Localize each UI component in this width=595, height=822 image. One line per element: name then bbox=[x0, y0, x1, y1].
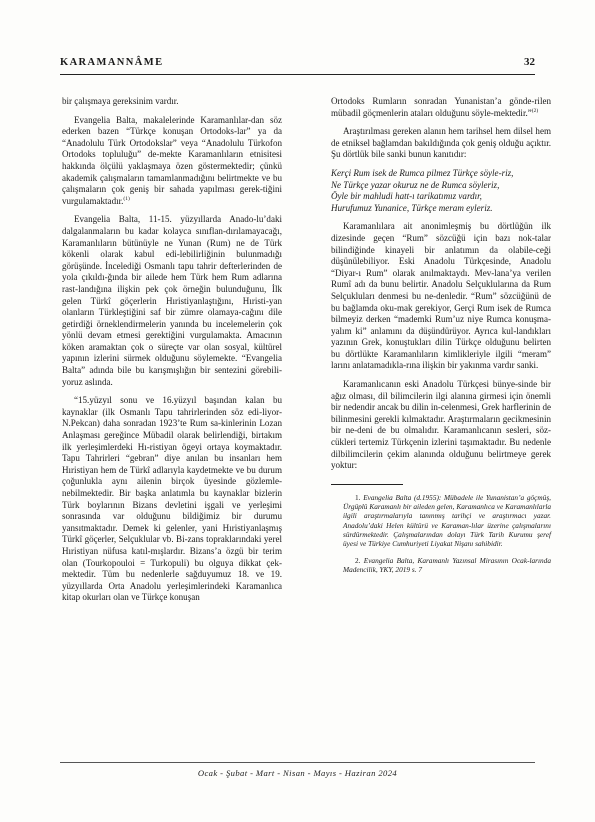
footnote-text: Evangelia Balta, Karamanlı Yazınsal Mirasının Ocak-larında Madencilik, YKY, 2019 s. 7 bbox=[343, 555, 551, 574]
paragraph: “15.yüzyıl sonu ve 16.yüzyıl başından kalan bu kaynaklar (ilk Osmanlı Tapu tahrirlerinden söz edi-liyor-N.Pekcan) daha sonradan 1923’te Rum sa-kinlerinin Lozan Anlaşması gereğince Mübadil olarak belirlendiği, birtakım ilk yerleşimlerdeki Hı-ristiyan ögeyi ortaya koymaktadır. Tapu Tahrirleri “gebran” diye anılan bu insanları hem Hıristiyan hem de Türkî adlarıyla kaydetmekte ve bu durum çoğunlukla aynı ailenin birçok üyesinde gözlemle-nebilmektedir. Bir başka anlatımla bu kaynaklar bizlerin Türk boylarının Bizans devletini işgali ve yerleşimi sonrasında var olduğunu bildiğimiz bir durumu yansıtmaktadır. Demek ki gelenler, yani Hıristiyanlaşmış Türkî göçerler, Selçuklular vb. Bi-zans topraklarındaki yerel Hıristiyan nüfusa katıl-mışlardır. Bizans’a özgü bir terim olan (Tourkopouloi = Turkopuli) bu olguya dikkat çek-mektedir. Tüm bu nedenlerle sağduyumuz 18. ve 19. yüzyıllarda Orta Anadolu yerleşimlerindeki Karamanlıca kitap okurları olan ve Türkçe konuşan bbox=[62, 395, 282, 603]
paragraph: Araştırılması gereken alanın hem tarihsel hem dilsel hem de etniksel bağlamdan bakıldığında çok geniş olduğu açıktır. Şu dörtlük bile sanki bunun kanıtıdır: bbox=[331, 126, 551, 160]
header-rule bbox=[60, 74, 535, 75]
poem-line: Ne Türkçe yazar okuruz ne de Rumca söyleriz, bbox=[331, 179, 500, 190]
quatrain bbox=[331, 168, 551, 214]
issue-footer: Ocak - Şubat - Mart - Nisan - Mayıs - Haziran 2024 bbox=[197, 768, 398, 778]
paragraph: Evangelia Balta, 11-15. yüzyıllarda Anado-lu’daki dalgalanmaların bu kadar kolayca sınıflan-dırılamayacağı, Karamanlıların bütünüyle ne Yunan (Rum) ne de Türk kökenli olarak kabul edi-lebilirliğinin bulunmadığı görüşünde. İncelediği Osmanlı tapu tahrir defterlerinden de yola çıkıldı-ğında bir ailede hem Türk hem Rum adlarına rast-landığına ilişkin pek çok örneğin bulunduğunu, İlk gelen Türkî göçerlerin Hıristiyanlaştığını, Hıristi-yan olanların Türkleştiğini saf bir zümre olamaya-cağını dile getirdiği örneklendirmelerin yanında bu incelemelerin çok yönlü devam etmesi gerektiğini vurgulamakta. Amacının köken aramaktan çok o süreçte var olan sosyal, kültürel yapının izlerini sürmek olduğunu söylemekte. “Evangelia Balta” adında bile bu karışmışlığın bir sentezini görebili-yoruz aslında. bbox=[62, 214, 282, 387]
poem-line: Öyle bir mahludi hatt-ı tarikatımız vardır, bbox=[331, 191, 482, 202]
paragraph: bir çalışmaya gereksinim vardır. bbox=[62, 96, 179, 106]
paragraph-text: Evangelia Balta, makalelerinde Karamanlılar-dan söz ederken bazen “Türkçe konuşan Ortodoks-lar” ya da “Anadolulu Türk Ortodokslar” veya “Anadolulu Türkofon Ortodoks topluluğu” de-mekte Karamanlıların etnisitesi hakkında ölçülü yaklaşmaya özen göstermektedir; çünkü akademik çalışmaların tamamlanmadığını belirtmekte ve bu çalışmaların çok geniş bir sahada yapılması gerek-tiğini vurgulamaktadır. bbox=[62, 114, 282, 206]
poem-line: Kerçi Rum isek de Rumca pilmez Türkçe söyle-riz, bbox=[331, 167, 514, 178]
footnote-ref-1[interactable]: (1) bbox=[123, 195, 130, 202]
paragraph: Karamanlılara ait anonimleşmiş bu dörtlüğün ilk dizesinde geçen “Rum” sözcüğü için bazı nok-talar bilindiğinde kinayeli bir anlatımın da olabile-ceği düşünülebiliyor. Eski Anadolu Türkçesinde, Anadolu “Diyar-ı Rum” olarak anılmaktaydı. Mev-lana’ya verilen Rumî adı da bunu belirtir. Anadolu Selçuklularına da Rum Selçukluları denmesi bu ne-denledir. “Rum” sözcüğünü de bu bağlamda oku-mak gerekiyor, Gerçi Rum isek de Rumca bilmeyiz derken “mademki Rum’uz niye Rumca konuşma-yalım ki” anlamını da düşündürüyor. Ayrıca kul-landıkları yazının Grek, konuştukları dilin Türkçe olduğunu belirten bu dörtlükte Karamanlıların kimlikleriyle ilgili “meram” larını anlatamadıkla-rına ilişkin bir yakınma vardır sanki. bbox=[331, 221, 551, 371]
footnote-1 bbox=[331, 493, 551, 549]
paragraph: Karamanlıcanın eski Anadolu Türkçesi bünye-sinde bir ağız olması, dil bilimcilerin ilgi alanına girmesi için önemli bir nedendir ancak bu dilin in-celenmesi, Grek harflerinin de bilinmesini gerekli kılmaktadır. Araştırmaların gecikmesinin bir ne-deni de bu olmalıdır. Karamanlıcanın sesleri, söz-cükleri tertemiz Türkçenin izlerini taşımaktadır. Bu nedenle dilbilimcilerin çekim alanında olduğunu belirtmeye gerek yoktur: bbox=[331, 379, 551, 471]
footnote-rule bbox=[331, 484, 403, 485]
footnote-2 bbox=[331, 556, 551, 575]
footnote-ref-2[interactable]: (2) bbox=[531, 107, 539, 114]
footnote-number: 2. bbox=[355, 555, 361, 565]
paragraph bbox=[331, 96, 551, 119]
paragraph bbox=[62, 115, 282, 208]
paragraph-text: Ortodoks Rumların sonradan Yunanistan’a gönde-rilen mübadil göçmenlerin ataları olduğunu söyle-mektedir.” bbox=[331, 96, 551, 118]
page-number: 32 bbox=[524, 56, 535, 68]
journal-title: KARAMANNÂME bbox=[60, 57, 164, 68]
right-column bbox=[331, 96, 551, 581]
poem-line: Hurufumuz Yunanice, Türkçe meram eyleriz. bbox=[331, 202, 493, 213]
footnote-text: Evangelia Balta (d.1955): Mübadele ile Yunanistan’a göçmüş, Ürgüplü Karamanlı bir aileden gelen, Karamanlıca ve Karamanlılarla ilgili araştırmalarıyla tanınmış tarihçi ve araştırmacı yazar. Anadolu’daki Helen kültürü ve Karaman-lılar üzerine çalışmalarını sürdürmektedir. Çalışmalarından dolayı Türk Tarih Kurumu şeref üyesi ve Türkiye Cumhuriyeti Liyakat Nişanı sahibidir. bbox=[343, 492, 551, 549]
footnote-number: 1. bbox=[355, 492, 361, 502]
footer-rule bbox=[60, 762, 535, 763]
left-column bbox=[62, 96, 282, 611]
running-header bbox=[60, 56, 535, 68]
